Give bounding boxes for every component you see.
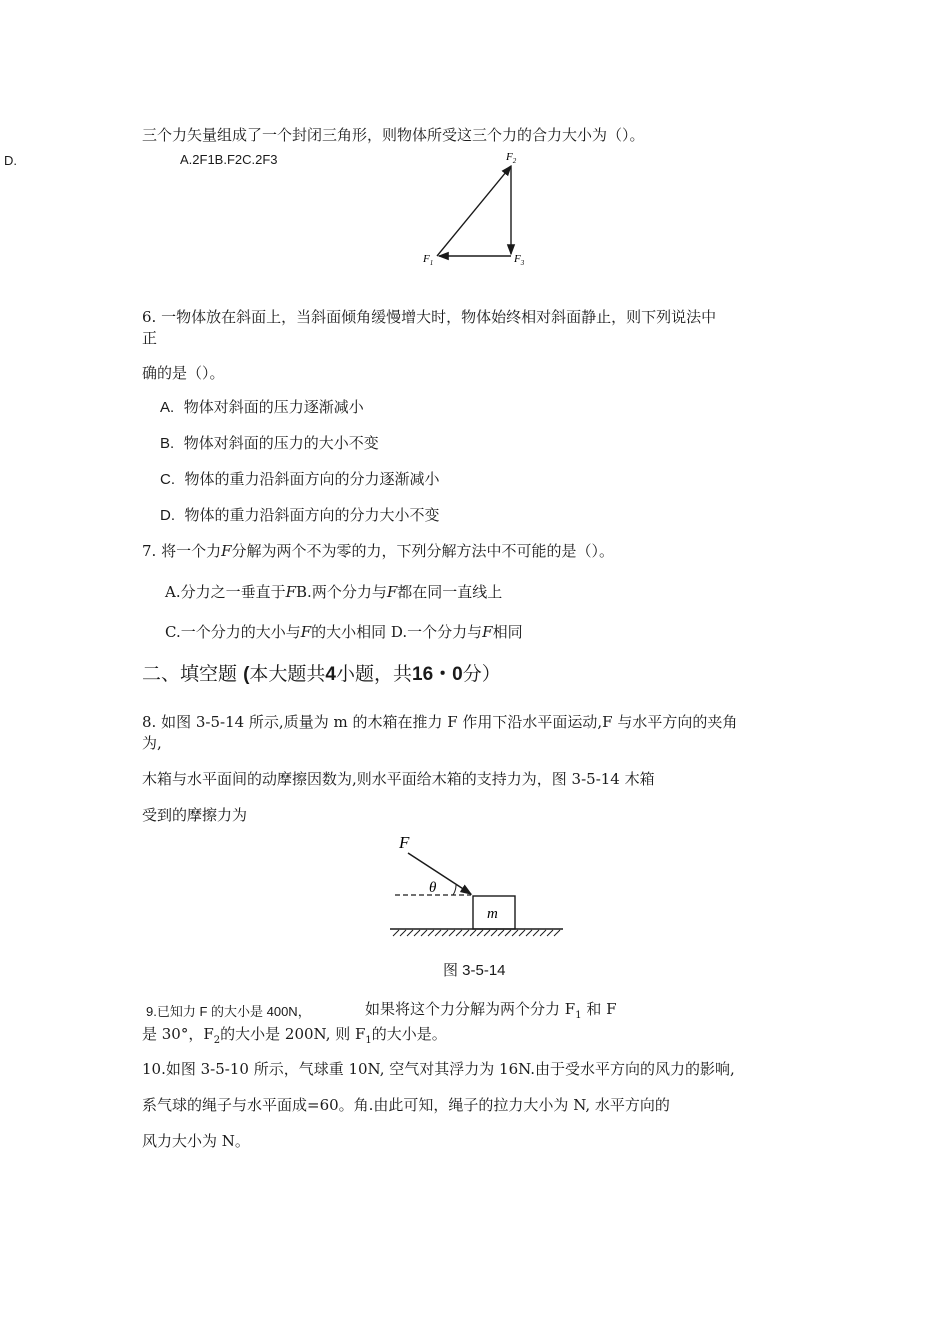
q6-stem-line1: 6. 一物体放在斜面上，当斜面倾角缓慢增大时，物体始终相对斜面静止，则下列说法中 (142, 308, 717, 326)
figure-caption: 图 3-5-14 (443, 962, 506, 979)
q7-options-cd: C.一个分力的大小与F的大小相同 D.一个分力与F相同 (165, 623, 523, 641)
angle-label: θ (429, 880, 437, 896)
f3-label: $F_3$ (514, 253, 525, 267)
q8-line1: 8. 如图 3-5-14 所示,质量为 m 的木箱在推力 F 作用下沿水平面运动,F 与水平方向的夹角 (142, 713, 738, 731)
q9-line1-right: 如果将这个力分解为两个分力 $F_1$ 和 F (365, 1000, 617, 1021)
angle-arc (453, 885, 456, 895)
q7-options-ab: A.分力之一垂直于FB.两个分力与F都在同一直线上 (165, 583, 503, 601)
f2-vector (437, 166, 511, 256)
force-label: F (399, 833, 410, 852)
q6-option-d: D. 物体的重力沿斜面方向的分力大小不变 (160, 506, 440, 524)
q5-stem: 三个力矢量组成了一个封闭三角形，则物体所受这三个力的合力大小为（）。 (142, 126, 645, 144)
box-push-figure (385, 828, 570, 943)
q5-left-fragment: D. (4, 153, 17, 168)
q6-option-b: B. 物体对斜面的压力的大小不变 (160, 434, 379, 452)
f1-label: $F_1$ (423, 253, 434, 267)
q10-line1: 10.如图 3-5-10 所示，气球重 10N, 空气对其浮力为 16N.由于受水平方向的风力的影响, (142, 1060, 735, 1078)
q10-line3: 风力大小为 N。 (142, 1132, 250, 1150)
force-arrow (408, 853, 471, 894)
q7-stem: 7. 将一个力F分解为两个不为零的力，下列分解方法中不可能的是（）。 (142, 542, 615, 560)
force-triangle-figure (410, 146, 540, 270)
section-heading: 二、填空题 (本大题共4小题，共16・0分） (142, 663, 501, 685)
q5-options: A.2F1B.F2C.2F3 (180, 152, 278, 167)
q6-stem-line2: 正 (142, 329, 158, 347)
q9-line2: 是 30°，$F_2$的大小是 200N, 则 $F_1$的大小是。 (142, 1025, 447, 1046)
q9-line1-left: 9.已知力 F 的大小是 400N， (146, 1004, 311, 1019)
q6-option-c: C. 物体的重力沿斜面方向的分力逐渐减小 (160, 470, 440, 488)
q8-line1b: 为, (142, 734, 162, 752)
q8-line2: 木箱与水平面间的动摩擦因数为,则水平面给木箱的支持力为，图 3-5-14 木箱 (142, 770, 655, 788)
q10-line2: 系气球的绳子与水平面成=60。角.由此可知，绳子的拉力大小为 N, 水平方向的 (142, 1096, 670, 1114)
q6-stem-line3: 确的是（）。 (142, 364, 225, 382)
q6-option-a: A. 物体对斜面的压力逐渐减小 (160, 398, 364, 416)
mass-label: m (487, 906, 498, 922)
q8-line3: 受到的摩擦力为 (142, 806, 248, 824)
f2-label: $F_2$ (506, 151, 517, 165)
ground-hatching (393, 930, 560, 936)
